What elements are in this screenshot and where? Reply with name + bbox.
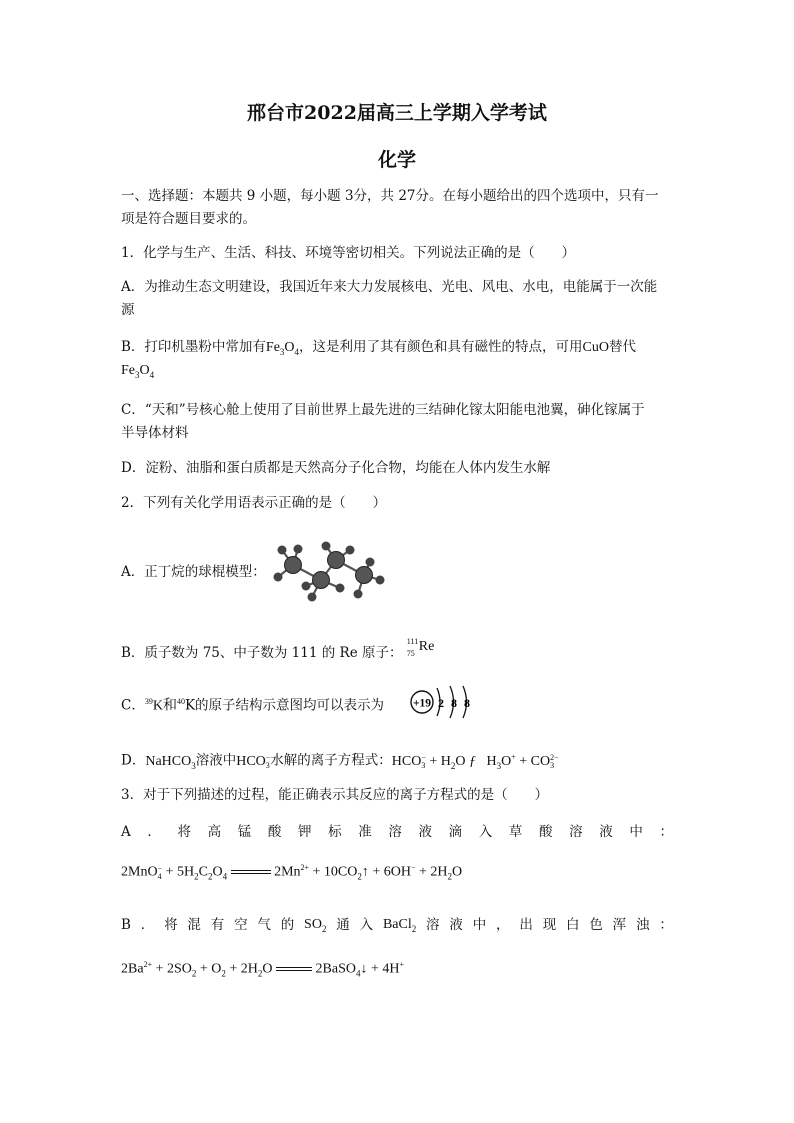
q3b-char: 白 [566,917,580,933]
q3b-char: 色 [589,917,603,933]
hco3-ion: HCO − 3 [236,752,271,770]
q3b-char: 混 [187,917,201,933]
q1-option-c-line2: 半导体材料 [121,425,189,441]
q3a-char: ： [659,824,673,840]
hydrolysis-equation: HCO − 3 + $H_2O$ ƒ $H_3O^+$ + CO 2− 3 [391,752,559,771]
q1-b-cuo: CuO [582,340,609,355]
q1-option-a-line1: A．为推动生态文明建设，我国近年来大力发展核电、光电、风电、水电，电能属于一次能 [121,279,658,295]
subject-title: 化学 [377,149,416,171]
q3b-char: B [121,917,131,933]
page-title: 邢台市2022届高三上学期入学考试 [247,102,547,124]
q1-option-b-line1 [121,337,636,362]
q1-option-d: D．淀粉、油脂和蛋白质都是天然高分子化合物，均能在人体内发生水解 [121,460,551,476]
q3b-char: 入 [359,917,374,933]
q3b-char: 浑 [612,917,627,933]
q3b-char: 溶 [426,917,440,933]
q3b-char: 气 [257,917,271,933]
q3a-char: 锰 [237,824,252,840]
q3a-char: 中 [629,824,643,840]
q2-stem: 2．下列有关化学用语表示正确的是（ ） [121,495,387,511]
q3a-char: 溶 [569,824,583,840]
q3b-char: 浊 [636,917,650,933]
q3a-char: ． [147,824,161,840]
q3a-char: 液 [418,824,432,840]
q3b-char: 的 [280,917,295,933]
q3b-char: 将 [164,917,178,933]
q3a-char: 液 [599,824,613,840]
q1-option-b-line2-fe3o4: $Fe_3O_4$ [121,363,155,380]
q3b-char: BaCl$_2$ [382,917,417,934]
q3b-char: 现 [542,917,557,933]
q3b-char: 出 [519,917,533,933]
q3a-char: 溶 [388,824,402,840]
shell-3-electrons: 8 [464,696,470,710]
nuclide-atomic-number: 75 [406,649,415,658]
q3a-char: 酸 [267,824,282,840]
butane-ball-stick-model [266,540,390,612]
q3a-char: 酸 [539,824,553,840]
k39-mass: 39 [144,697,153,706]
q3-option-b-description [121,915,673,939]
nucleus-label: +19 [412,697,432,710]
q1-b-text-1: B．打印机墨粉中常加有 [121,339,266,355]
nuclide-symbol: Re [418,639,435,654]
atomic-structure-diagram [408,682,474,722]
shell-2-electrons: 8 [451,696,457,710]
q3-option-a-description [121,822,673,842]
q3a-char: 入 [478,824,493,840]
q3b-char: ． [140,917,155,933]
q3b-char: 空 [234,917,248,933]
q3b-char: ， [496,917,510,933]
q3b-char: 中 [472,917,487,933]
q3-option-b-equation: $2Ba^{2+} + 2SO_2 + O_2 + 2H_2O$ 2BaSO$_4$↓ + 4H+ [121,960,405,979]
k40-mass: 40 [176,697,185,706]
q2-option-d: D．NaHCO$_3$溶液中HCO − 3 水解的离子方程式：HCO − 3 + $H_2O$ ƒ $H_3O^+$ + CO 2− 3 [121,752,559,771]
q3b-char: ： [659,917,673,933]
q3-stem: 3．对于下列描述的过程，能正确表示其反应的离子方程式的是（ ） [121,787,549,803]
q2-b-nuclide [407,637,441,657]
q2-option-b [121,637,441,663]
q3a-char: 准 [358,824,372,840]
q3a-char: 钾 [298,824,312,840]
q2-b-text: B．质子数为 75、中子数为 111 的 Re 原子： [121,645,403,661]
q1-b-fe3o4: $Fe_3O_4$ [265,340,300,357]
q3a-char: 高 [207,824,222,840]
q3a-char: 标 [328,824,342,840]
nuclide-mass-number: 111 [406,637,419,646]
q1-b-text-2: ，这是利用了其有颜色和具有磁性的特点，可用 [299,339,583,355]
q3b-char: 通 [336,917,350,933]
q1-b-text-3: 替代 [609,339,636,355]
q3a-char: 草 [508,824,523,840]
nahco3-formula: NaHCO$_3$ [145,753,196,771]
q2-option-c: C．$^{39}$K和$^{40}$K的原子结构示意图均可以表示为 [121,697,385,714]
shell-1-electrons: 2 [438,696,444,710]
q2-option-a: A．正丁烷的球棍模型： [121,564,266,580]
q3-option-a-equation: 2MnO − 4 + $5H_2C_2O_4$ $2Mn^{2+}$ + $10CO_2↑ + 6OH^- + 2H_2O$ [121,863,463,882]
q3b-char: 液 [449,917,463,933]
q1-option-c-line1: C．“天和”号核心舱上使用了目前世界上最先进的三结砷化镓太阳能电池翼，砷化镓属于 [121,402,645,418]
section-intro-line2: 项是符合题目要求的。 [121,211,256,227]
q3a-char: 将 [177,824,191,840]
q3b-char: 有 [210,917,225,933]
q3a-char: A [121,824,131,840]
q3b-char: $SO_2$ [304,917,327,934]
q1-stem: 1．化学与生产、生活、科技、环境等密切相关。下列说法正确的是（ ） [121,245,576,261]
q3a-char: 滴 [448,824,463,840]
q1-option-a-line2: 源 [121,302,135,318]
section-intro-line1: 一、选择题：本题共 9 小题，每小题 3分，共 27分。在每小题给出的四个选项中，只有一 [121,188,659,204]
